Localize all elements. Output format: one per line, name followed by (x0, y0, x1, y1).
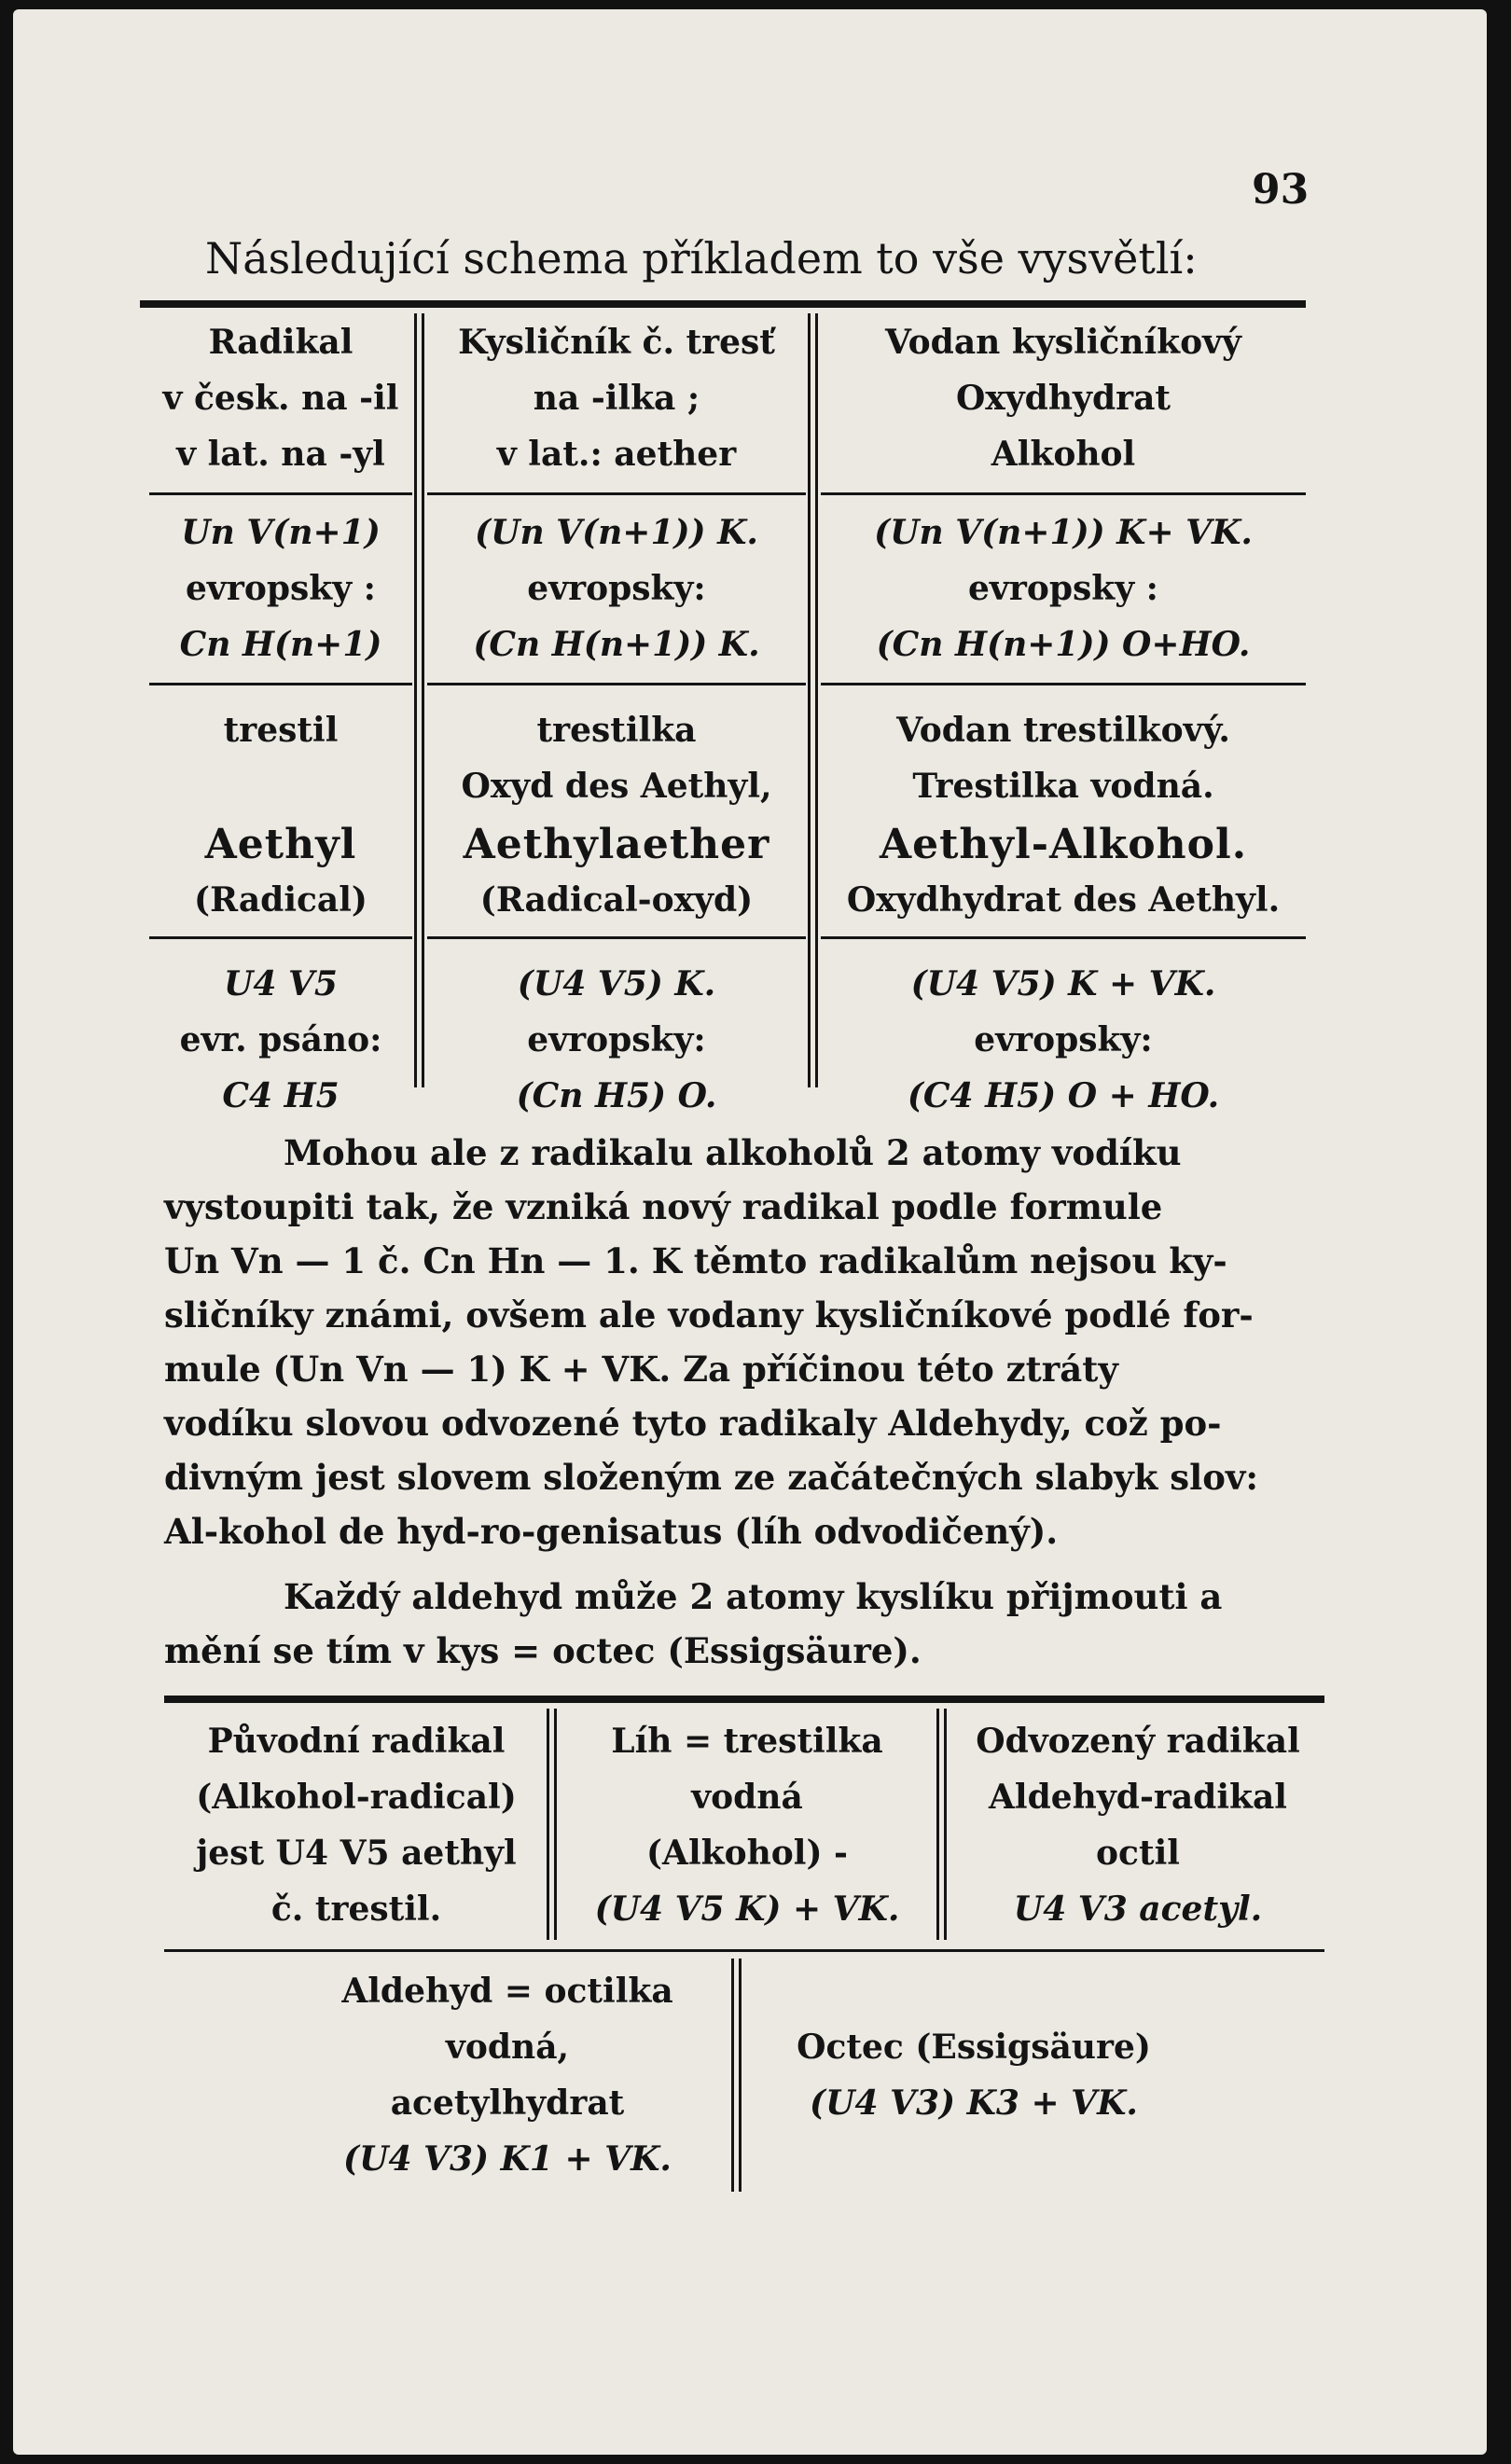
t2-c3-l2: Aldehyd-radikal (989, 1778, 1287, 1817)
t1-r2c3-l2: Trestilka vodná. (912, 767, 1214, 806)
table1-hrule-b1 (149, 683, 412, 685)
table1-vrule-1a (414, 313, 417, 1087)
table3-vrule-a (731, 1959, 734, 2192)
table1-vrule-2a (808, 313, 811, 1087)
t1-h2-l2: na -ilka ; (533, 379, 700, 418)
t2-c3-l3: octil (1096, 1834, 1180, 1873)
table3-top-rule (164, 1949, 1324, 1952)
t2-c2-l3: (Alkohol) - (646, 1834, 848, 1873)
t1-r1c3-l3: (Cn H(n+1)) O+HO. (876, 625, 1251, 664)
t2-c2-l2: vodná (691, 1778, 803, 1817)
t1-r1c1-l1: Un V(n+1) (181, 513, 381, 552)
p1-line-4: sličníky známi, ovšem ale vodany kysličníkové podlé for- (164, 1294, 1254, 1336)
table1-hrule-b2 (427, 683, 806, 685)
p2-line-1: Každý aldehyd může 2 atomy kyslíku přijmouti a (284, 1576, 1223, 1617)
t1-r1c1-l3: Cn H(n+1) (179, 625, 382, 664)
table3-vrule-b (739, 1959, 742, 2192)
table1-vrule-2b (815, 313, 818, 1087)
t1-r3c3-l3: (C4 H5) O + HO. (907, 1076, 1220, 1115)
t3-c1-l3: acetylhydrat (390, 2083, 625, 2123)
t1-r3c3-l2: evropsky: (974, 1020, 1153, 1059)
t1-h2-l1: Kysličník č. tresť (458, 323, 775, 362)
table1-hrule-a3 (821, 492, 1306, 495)
table1-hrule-a2 (427, 492, 806, 495)
t1-h1-l1: Radikal (208, 323, 353, 362)
t2-c1-l3: jest U4 V5 aethyl (196, 1834, 517, 1873)
p1-line-5: mule (Un Vn — 1) K + VK. Za příčinou této ztráty (164, 1349, 1118, 1390)
t2-c1-l2: (Alkohol-radical) (196, 1778, 517, 1817)
table1-hrule-c1 (149, 936, 412, 939)
p1-line-7: divným jest slovem složeným ze začátečných slabyk slov: (164, 1457, 1259, 1498)
t1-r3c1-l3: C4 H5 (222, 1076, 340, 1115)
t1-r3c2-l1: (U4 V5) K. (517, 964, 716, 1004)
table1-hrule-b3 (821, 683, 1306, 685)
t2-c3-l4: U4 V3 acetyl. (1013, 1890, 1263, 1929)
t1-h3-l1: Vodan kysličníkový (885, 323, 1241, 362)
t1-h2-l3: v lat.: aether (496, 435, 737, 474)
t1-h3-l3: Alkohol (991, 435, 1136, 474)
t1-h1-l3: v lat. na -yl (176, 435, 385, 474)
table2-top-rule (164, 1696, 1324, 1703)
table1-top-rule (140, 300, 1306, 308)
table1-hrule-c3 (821, 936, 1306, 939)
t2-c1-l1: Původní radikal (207, 1722, 506, 1761)
table1-vrule-1b (422, 313, 424, 1087)
table1-hrule-c2 (427, 936, 806, 939)
t3-c1-l1: Aldehyd = octilka (341, 1972, 673, 2011)
t1-r1c2-l3: (Cn H(n+1)) K. (473, 625, 760, 664)
t2-c2-l4: (U4 V5 K) + VK. (594, 1890, 900, 1929)
t1-r2c2-l1: trestilka (536, 711, 697, 750)
t1-h3-l2: Oxydhydrat (955, 379, 1171, 418)
t1-r2c2-l2: Oxyd des Aethyl, (461, 767, 772, 806)
p1-line-6: vodíku slovou odvozené tyto radikaly Aldehydy, což po- (164, 1403, 1222, 1444)
t1-r2c3-l3: Aethyl-Alkohol. (879, 821, 1248, 868)
t1-r3c1-l1: U4 V5 (224, 964, 338, 1004)
t3-c2-l2: (U4 V3) K3 + VK. (810, 2083, 1138, 2123)
page-number: 93 (1252, 166, 1310, 214)
t3-c1-l2: vodná, (445, 2028, 570, 2067)
t2-c3-l1: Odvozený radikal (976, 1722, 1300, 1761)
table2-vrule-2a (936, 1709, 939, 1940)
t1-r2c1-l3: (Radical) (194, 880, 367, 920)
book-page (13, 9, 1487, 2455)
t1-r3c1-l2: evr. psáno: (179, 1020, 382, 1059)
section-heading: Následující schema příkladem to vše vysvětlí: (205, 233, 1198, 284)
t1-r3c2-l2: evropsky: (527, 1020, 706, 1059)
t1-r3c3-l1: (U4 V5) K + VK. (910, 964, 1216, 1004)
t1-r1c1-l2: evropsky : (186, 569, 376, 608)
t1-r1c2-l1: (Un V(n+1)) K. (475, 513, 758, 552)
t1-r2c2-l4: (Radical-oxyd) (479, 880, 754, 920)
t2-c1-l4: č. trestil. (270, 1890, 442, 1929)
t1-r2c1-l1: trestil (223, 711, 339, 750)
t1-r1c3-l1: (Un V(n+1)) K+ VK. (874, 513, 1253, 552)
t2-c2-l1: Líh = trestilka (611, 1722, 883, 1761)
table2-vrule-2b (944, 1709, 947, 1940)
t1-r2c3-l1: Vodan trestilkový. (896, 711, 1230, 750)
t1-h1-l2: v česk. na -il (162, 379, 399, 418)
t1-r3c2-l3: (Cn H5) O. (516, 1076, 717, 1115)
p1-line-8: Al-kohol de hyd-ro-genisatus (líh odvodičený). (164, 1511, 1059, 1552)
table2-vrule-1b (554, 1709, 557, 1940)
t1-r1c3-l2: evropsky : (968, 569, 1158, 608)
p1-line-1: Mohou ale z radikalu alkoholů 2 atomy vodíku (284, 1132, 1182, 1173)
t1-r2c2-l3: Aethylaether (463, 821, 770, 868)
t1-r2c3-l4: Oxydhydrat des Aethyl. (846, 880, 1281, 920)
table1-hrule-a1 (149, 492, 412, 495)
p2-line-2: mění se tím v kys = octec (Essigsäure). (164, 1630, 922, 1671)
table2-vrule-1a (547, 1709, 549, 1940)
t1-r1c2-l2: evropsky: (527, 569, 706, 608)
t3-c1-l4: (U4 V3) K1 + VK. (343, 2139, 672, 2179)
t1-r2c1-l2: Aethyl (204, 821, 357, 868)
t3-c2-l1: Octec (Essigsäure) (797, 2028, 1151, 2067)
p1-line-2: vystoupiti tak, že vzniká nový radikal podle formule (164, 1186, 1163, 1227)
p1-line-3: Un Vn — 1 č. Cn Hn — 1. K těmto radikalům nejsou ky- (164, 1240, 1227, 1281)
